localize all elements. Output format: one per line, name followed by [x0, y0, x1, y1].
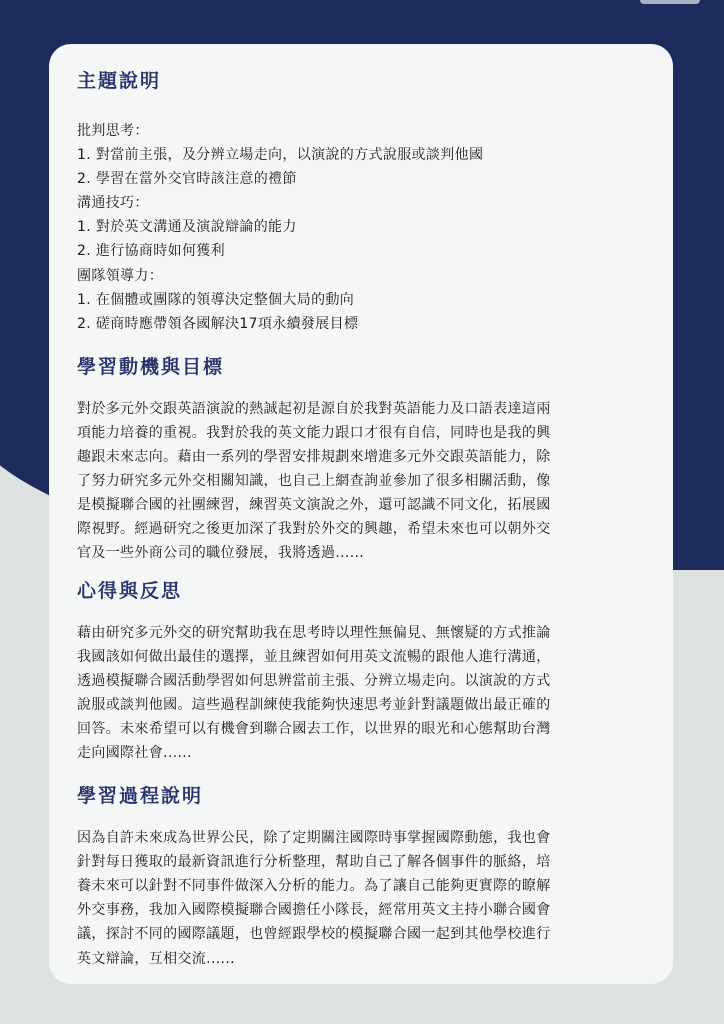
- process-line: 因為自許未來成為世界公民，除了定期關注國際時事掌握國際動態，我也會: [77, 830, 551, 847]
- process-line: 針對每日獲取的最新資訊進行分析整理，幫助自己了解各個事件的脈絡，培: [77, 854, 551, 871]
- topic-line: 2. 磋商時應帶領各國解決17項永續發展目標: [77, 315, 359, 332]
- section-title-reflection: 心得與反思: [77, 579, 183, 602]
- motivation-line: 際視野。經過研究之後更加深了我對於外交的興趣，希望未來也可以朝外交: [77, 521, 551, 538]
- motivation-line: 項能力培養的重視。我對於我的英文能力跟口才很有自信，同時也是我的興: [77, 424, 551, 441]
- motivation-line: 官及一些外商公司的職位發展，我將透過......: [77, 545, 365, 562]
- reflection-line: 走向國際社會......: [77, 744, 192, 761]
- reflection-line: 藉由研究多元外交的研究幫助我在思考時以理性無偏見、無懷疑的方式推論: [77, 624, 551, 641]
- background-tab-shape: [640, 0, 700, 4]
- topic-line: 2. 進行協商時如何獲利: [77, 243, 226, 260]
- section-body-motivation: [77, 397, 645, 566]
- section-body-reflection: [77, 621, 645, 766]
- section-title-topic: 主題說明: [77, 70, 162, 92]
- topic-line: 2. 學習在當外交官時該注意的禮節: [77, 171, 297, 188]
- process-line: 議，探討不同的國際議題，也曾經跟學校的模擬聯合國一起到其他學校進行: [77, 926, 551, 943]
- motivation-line: 對於多元外交跟英語演說的熱誠起初是源自於我對英語能力及口語表達這兩: [77, 400, 551, 417]
- section-title-motivation: 學習動機與目標: [77, 355, 225, 378]
- process-line: 英文辯論，互相交流......: [77, 950, 235, 967]
- reflection-line: 透過模擬聯合國活動學習如何思辨當前主張、分辨立場走向。以演說的方式: [77, 672, 551, 689]
- topic-line: 1. 對於英文溝通及演說辯論的能力: [77, 219, 297, 236]
- topic-line: 溝通技巧：: [77, 195, 149, 212]
- reflection-line: 說服或談判他國。這些過程訓練使我能夠快速思考並針對議題做出最正確的: [77, 696, 551, 713]
- section-body-topic: [77, 119, 645, 336]
- topic-line: 團隊領導力：: [77, 267, 164, 284]
- topic-line: 1. 對當前主張，及分辨立場走向，以演說的方式說服或談判他國: [77, 147, 484, 164]
- process-line: 外交事務，我加入國際模擬聯合國擔任小隊長，經常用英文主持小聯合國會: [77, 902, 551, 919]
- reflection-line: 回答。未來希望可以有機會到聯合國去工作，以世界的眼光和心態幫助台灣: [77, 720, 551, 737]
- section-title-process: 學習過程說明: [77, 785, 204, 808]
- topic-line: 批判思考：: [77, 123, 149, 139]
- motivation-line: 趣跟未來志向。藉由一系列的學習安排規劃來增進多元外交跟英語能力，除: [77, 449, 551, 466]
- process-line: 養未來可以針對不同事件做深入分析的能力。為了讓自己能夠更實際的瞭解: [77, 878, 551, 895]
- motivation-line: 了努力研究多元外交相關知識，也自己上網查詢並參加了很多相關活動，像: [77, 473, 551, 490]
- topic-line: 1. 在個體或團隊的領導決定整個大局的動向: [77, 291, 355, 308]
- section-body-process: [77, 826, 645, 971]
- reflection-line: 我國該如何做出最佳的選擇，並且練習如何用英文流暢的跟他人進行溝通，: [77, 648, 551, 665]
- content-card: [49, 44, 673, 984]
- motivation-line: 是模擬聯合國的社團練習，練習英文演說之外，還可認識不同文化，拓展國: [77, 497, 551, 514]
